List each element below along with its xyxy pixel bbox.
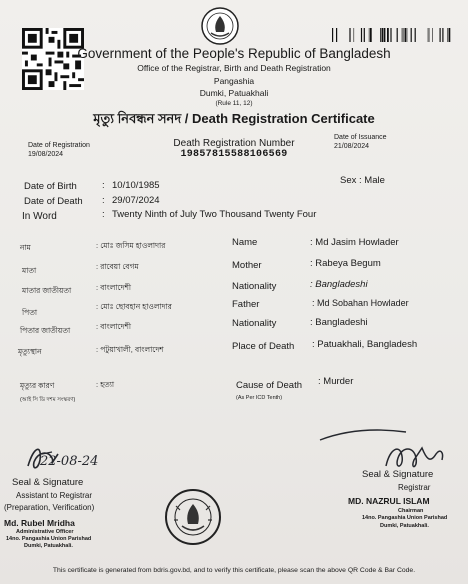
assistant-signature-date: 22-08-24 — [40, 454, 99, 469]
right-role: Registrar — [398, 483, 431, 492]
cause-note-bn: (আই সি ডি দশম সংস্করণ) — [20, 397, 76, 403]
colon: : — [102, 209, 105, 220]
office-name: Office of the Registrar, Birth and Death Registration — [137, 63, 331, 73]
barcode[interactable] — [332, 28, 452, 42]
father-nationality-value-bn: : বাংলাদেশী — [96, 322, 132, 331]
father-nationality-value: : Bangladeshi — [310, 317, 368, 328]
colon: : — [102, 180, 105, 191]
left-official-title: Administrative Officer — [16, 529, 74, 535]
father-value-bn: : মোঃ ছোবহান হাওলাদার — [96, 302, 172, 311]
certificate-title: মৃত্যু নিবন্ধন সনদ / Death Registration Certificate — [93, 111, 375, 126]
left-role: Assistant to Registrar — [16, 491, 93, 500]
left-official-place: Dumki, Patuakhali. — [24, 543, 73, 549]
right-official-name: MD. NAZRUL ISLAM — [348, 496, 430, 506]
registration-date: 19/08/2024 — [28, 151, 64, 158]
right-official-title: Chairman — [398, 508, 424, 514]
cause-value-bn: : হত্যা — [96, 380, 115, 389]
birth-date-value: 10/10/1985 — [112, 180, 160, 191]
colon: : — [102, 195, 105, 206]
right-official-place: Dumki, Patuakhali. — [380, 523, 429, 529]
name-value: : Md Jasim Howlader — [310, 237, 399, 248]
mother-nationality-label-bn: মাতার জাতীয়তা — [22, 286, 72, 295]
name-label-bn: নাম — [20, 243, 31, 252]
name-value-bn: : মোঃ জসিম হাওলাদার — [96, 241, 166, 250]
registration-number: 19857815588106569 — [180, 149, 288, 160]
father-value: : Md Sobahan Howlader — [312, 298, 409, 308]
birth-date-label: Date of Birth — [24, 181, 77, 192]
left-official-name: Md. Rubel Mridha — [4, 518, 75, 528]
name-label: Name — [232, 237, 258, 248]
left-seal-label: Seal & Signature — [12, 477, 84, 488]
father-label: Father — [232, 299, 260, 310]
cause-label-bn: মৃত্যুর কারণ — [20, 381, 55, 390]
place-value-bn: : পটুয়াখালী, বাংলাদেশ — [96, 345, 164, 354]
verification-footer: This certificate is generated from bdris.gov.bd, and to verify this certificate, please scan the above QR Code & Bar Code. — [52, 567, 416, 574]
father-nationality-label-bn: পিতার জাতীয়তা — [20, 326, 71, 335]
registration-number-label: Death Registration Number — [173, 138, 295, 149]
father-label-bn: পিতা — [22, 308, 38, 317]
registration-date-label: Date of Registration — [28, 142, 90, 149]
government-logo — [199, 6, 241, 46]
mother-nationality-value: : Bangladeshi — [310, 279, 368, 290]
upazila-name: Dumki, Patuakhali — [199, 88, 269, 98]
right-seal-label: Seal & Signature — [362, 469, 434, 480]
mother-label-bn: মাতা — [22, 266, 37, 275]
issuance-date: 21/08/2024 — [334, 143, 370, 150]
left-role-detail: (Preparation, Verification) — [4, 503, 95, 512]
death-date-in-words: Twenty Ninth of July Two Thousand Twenty Four — [112, 209, 317, 220]
rule-reference: (Rule 11, 12) — [215, 100, 253, 107]
mother-value: : Rabeya Begum — [310, 258, 381, 269]
government-title: Government of the People's Republic of Bangladesh — [77, 46, 391, 61]
cause-note: (As Per ICD Tenth) — [236, 395, 283, 401]
death-date-label: Date of Death — [24, 196, 83, 207]
mother-nationality-value-bn: : বাংলাদেশী — [96, 283, 132, 292]
mother-label: Mother — [232, 260, 262, 271]
cause-of-death-label: Cause of Death — [236, 380, 303, 391]
right-official-office: 14no. Pangashia Union Parishad — [362, 515, 448, 521]
left-official-office: 14no. Pangashia Union Parishad — [6, 536, 92, 542]
place-of-death-value: : Patuakhali, Bangladesh — [312, 339, 418, 350]
death-date-value: 29/07/2024 — [112, 195, 160, 206]
cause-of-death-value: : Murder — [318, 376, 354, 387]
mother-nationality-label: Nationality — [232, 281, 277, 292]
place-of-death-label: Place of Death — [232, 341, 295, 352]
issuance-date-label: Date of Issuance — [334, 134, 387, 141]
mother-value-bn: : রাবেয়া বেগম — [96, 262, 139, 271]
union-parishad-seal — [164, 488, 222, 546]
father-nationality-label: Nationality — [232, 318, 277, 329]
union-name: Pangashia — [213, 76, 255, 86]
in-word-label: In Word — [22, 211, 57, 222]
place-label-bn: মৃত্যুস্থান — [18, 347, 42, 356]
sex-value: Sex : Male — [340, 175, 385, 186]
